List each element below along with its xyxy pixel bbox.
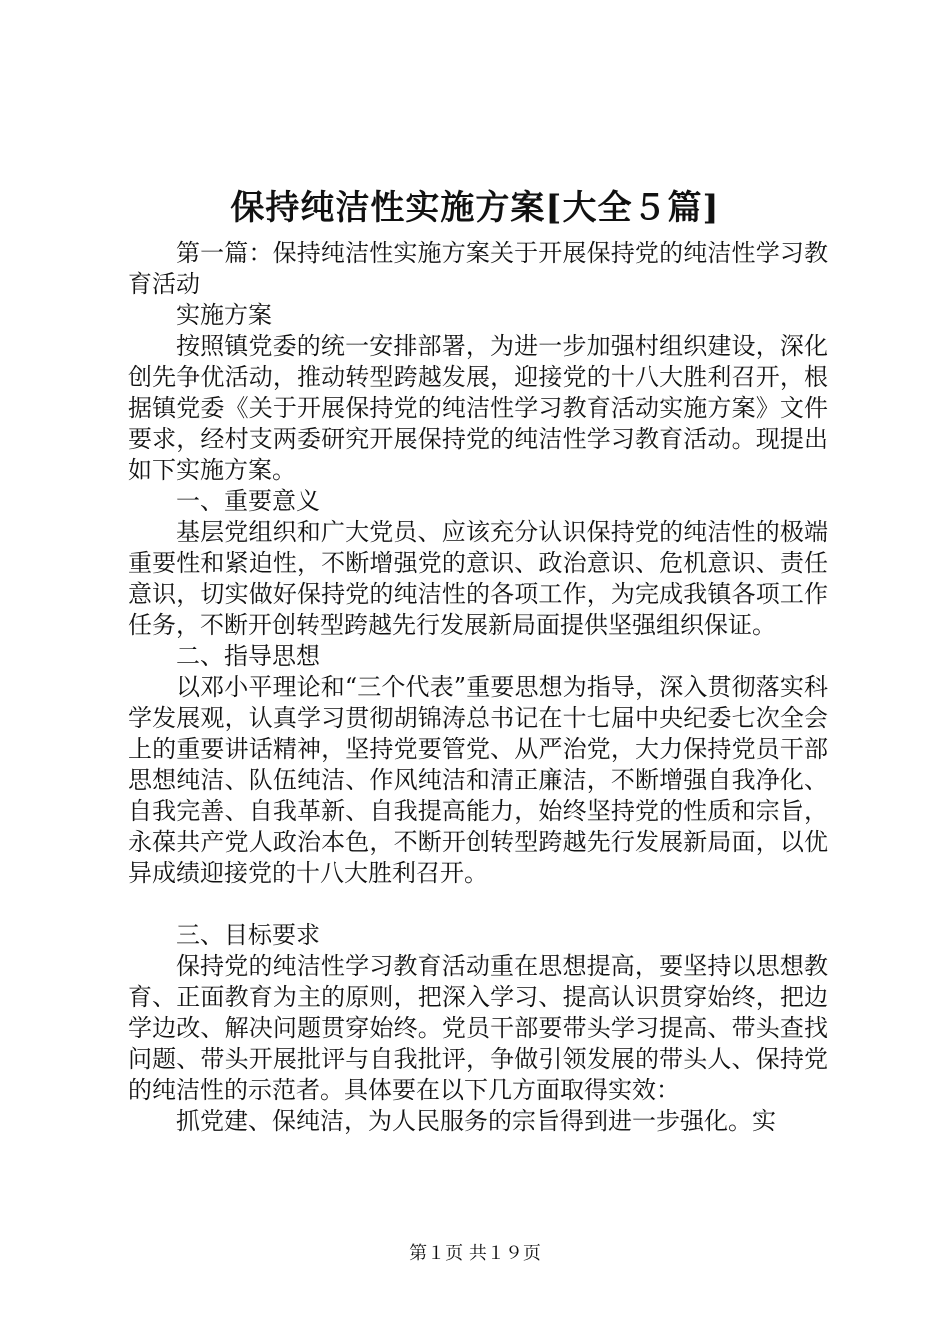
paragraph-intro: 第一篇：保持纯洁性实施方案关于开展保持党的纯洁性学习教育活动 — [128, 239, 828, 298]
paragraph-objectives: 保持党的纯洁性学习教育活动重在思想提高，要坚持以思想教育、正面教育为主的原则，把深入学习、提高认识贯穿始终，把边学边改、解决问题贯穿始终。党员干部要带头学习提高、带头查找问题、带头开展批评与自我批评，争做引领发展的带头人、保持党的纯洁性的示范者。具体要在以下几方面取得实效： — [128, 952, 828, 1104]
page-number-footer: 第１页 共１９页 — [409, 1243, 541, 1264]
section-heading-objectives: 三、目标要求 — [176, 921, 320, 949]
paragraph-party-building: 抓党建、保纯洁，为人民服务的宗旨得到进一步强化。实 — [176, 1107, 776, 1135]
section-heading-significance: 一、重要意义 — [176, 487, 320, 515]
paragraph-guiding-ideology: 以邓小平理论和“三个代表”重要思想为指导，深入贯彻落实科学发展观，认真学习贯彻胡锦涛总书记在十七届中央纪委七次全会上的重要讲话精神，坚持党要管党、从严治党，大力保持党员干部思想纯洁、队伍纯洁、作风纯洁和清正廉洁，不断增强自我净化、自我完善、自我革新、自我提高能力，始终坚持党的性质和宗旨，永葆共产党人政治本色，不断开创转型跨越先行发展新局面，以优异成绩迎接党的十八大胜利召开。 — [128, 673, 828, 887]
document-body — [128, 238, 828, 1137]
section-heading-guiding-ideology: 二、指导思想 — [176, 642, 320, 670]
paragraph-preamble: 按照镇党委的统一安排部署，为进一步加强村组织建设，深化创先争优活动，推动转型跨越发展，迎接党的十八大胜利召开，根据镇党委《关于开展保持党的纯洁性学习教育活动实施方案》文件要求，经村支两委研究开展保持党的纯洁性学习教育活动。现提出如下实施方案。 — [128, 332, 828, 484]
paragraph-significance: 基层党组织和广大党员、应该充分认识保持党的纯洁性的极端重要性和紧迫性，不断增强党的意识、政治意识、危机意识、责任意识，切实做好保持党的纯洁性的各项工作，为完成我镇各项工作任务，不断开创转型跨越先行发展新局面提供坚强组织保证。 — [128, 518, 828, 639]
document-title: 保持纯洁性实施方案[大全５篇] — [230, 188, 720, 228]
paragraph-subtitle: 实施方案 — [176, 301, 272, 329]
